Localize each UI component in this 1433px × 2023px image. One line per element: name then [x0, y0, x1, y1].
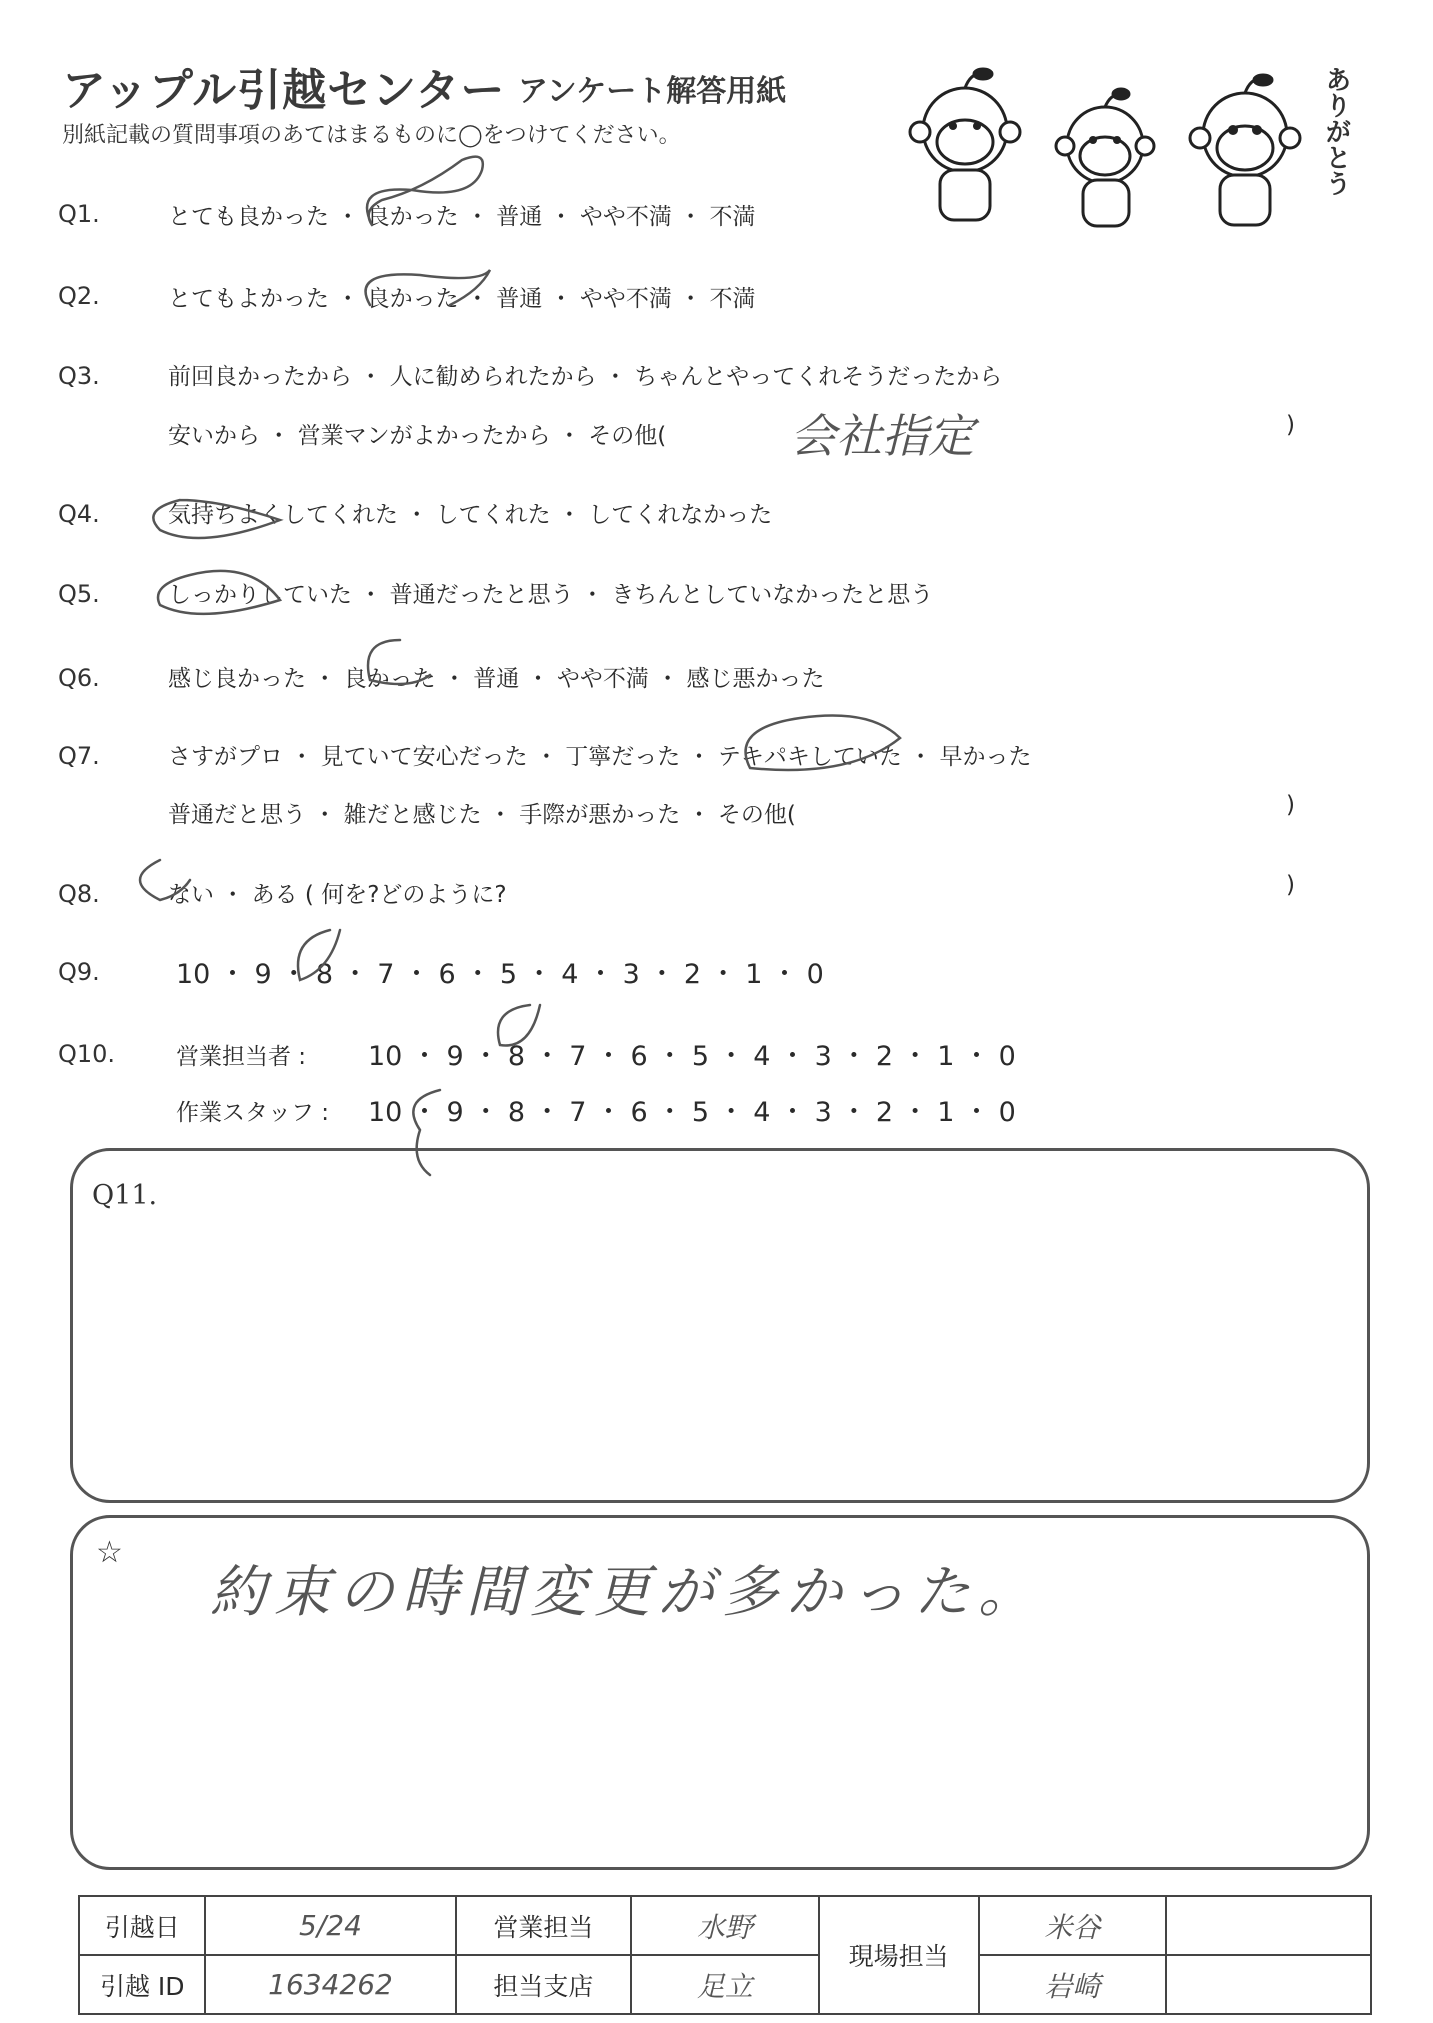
q2-label: Q2. [58, 282, 100, 310]
q11-answer-box[interactable] [70, 1148, 1370, 1503]
q9-circle-mark [298, 930, 340, 980]
q2-circle-mark [366, 270, 490, 305]
move-date-value[interactable]: 5/24 [205, 1896, 455, 1955]
move-info-table [78, 1895, 1372, 2015]
q4-label: Q4. [58, 500, 100, 528]
q10-sales-circle-mark [498, 1005, 540, 1046]
star-icon: ☆ [96, 1535, 123, 1570]
branch-value[interactable]: 足立 [631, 1955, 819, 2014]
form-subtitle: アンケート解答用紙 [518, 74, 787, 109]
sales-rep-label: 営業担当 [456, 1896, 632, 1955]
site-staff-value-2[interactable]: 岩崎 [979, 1955, 1167, 2014]
q7-options-line1[interactable]: さすがプロ ・ 見ていて安心だった ・ 丁寧だった ・ テキパキしていた ・ 早かった [168, 744, 1032, 770]
q5-options[interactable]: しっかりしていた ・ 普通だったと思う ・ きちんとしていなかったと思う [168, 582, 934, 608]
q2-options[interactable]: とてもよかった ・ 良かった ・ 普通 ・ やや不満 ・ 不満 [168, 286, 756, 312]
q3-options-line2[interactable]: 安いから ・ 営業マンがよかったから ・ その他( [168, 423, 667, 449]
q3-close-paren: ) [1286, 412, 1295, 438]
move-id-label: 引越 ID [79, 1955, 205, 2014]
move-date-label: 引越日 [79, 1896, 205, 1955]
instruction-text: 別紙記載の質問事項のあてはまるものに◯をつけてください。 [62, 123, 681, 148]
company-title: アップル引越センター [62, 65, 506, 116]
q6-options[interactable]: 感じ良かった ・ 良かった ・ 普通 ・ やや不満 ・ 感じ悪かった [168, 666, 825, 692]
site-staff-extra-1[interactable] [1166, 1896, 1371, 1955]
q10-staff-scale[interactable]: 10 ・ 9 ・ 8 ・ 7 ・ 6 ・ 5 ・ 4 ・ 3 ・ 2 ・ 1 ・ 0 [368, 1097, 1016, 1128]
sales-rep-value[interactable]: 水野 [631, 1896, 819, 1955]
q7-close-paren: ) [1286, 792, 1295, 818]
q9-scale[interactable]: 10 ・ 9 ・ 8 ・ 7 ・ 6 ・ 5 ・ 4 ・ 3 ・ 2 ・ 1 ・ 0 [176, 959, 824, 990]
q10-sales-label: 営業担当者 : [176, 1044, 307, 1070]
q6-label: Q6. [58, 664, 100, 692]
q5-circle-mark [158, 571, 280, 614]
q4-circle-mark [153, 500, 280, 538]
q6-circle-mark [368, 640, 430, 684]
q10-staff-label: 作業スタッフ : [176, 1100, 330, 1126]
q10-label: Q10. [58, 1040, 116, 1068]
q9-label: Q9. [58, 958, 100, 986]
thanks-caption: ありがとう [1321, 66, 1351, 196]
branch-label: 担当支店 [456, 1955, 632, 2014]
q8-label: Q8. [58, 880, 100, 908]
comment-handwritten: 約束の時間変更が多かった。 [210, 1560, 1042, 1625]
move-id-value[interactable]: 1634262 [205, 1955, 455, 2014]
q11-label: Q11. [92, 1180, 158, 1211]
q3-handwritten-other: 会社指定 [790, 409, 974, 463]
q1-label: Q1. [58, 200, 100, 228]
site-staff-value-1[interactable]: 米谷 [979, 1896, 1167, 1955]
q8-close-paren: ) [1286, 872, 1295, 898]
q1-options[interactable]: とても良かった ・ 良かった ・ 普通 ・ やや不満 ・ 不満 [168, 204, 756, 230]
q7-options-line2[interactable]: 普通だと思う ・ 雑だと感じた ・ 手際が悪かった ・ その他( [168, 802, 796, 828]
q8-options[interactable]: ない ・ ある ( 何を?どのように? [168, 882, 507, 908]
site-staff-label: 現場担当 [819, 1896, 979, 2014]
q3-options-line1[interactable]: 前回良かったから ・ 人に勧められたから ・ ちゃんとやってくれそうだったから [168, 364, 1003, 390]
q3-label: Q3. [58, 362, 100, 390]
q1-circle-mark [367, 157, 483, 225]
q7-label: Q7. [58, 742, 100, 770]
q7-circle-mark [746, 716, 900, 771]
q8-circle-mark [140, 860, 190, 900]
q5-label: Q5. [58, 580, 100, 608]
site-staff-extra-2[interactable] [1166, 1955, 1371, 2014]
q10-sales-scale[interactable]: 10 ・ 9 ・ 8 ・ 7 ・ 6 ・ 5 ・ 4 ・ 3 ・ 2 ・ 1 ・ 0 [368, 1041, 1016, 1072]
q4-options[interactable]: 気持ちよくしてくれた ・ してくれた ・ してくれなかった [168, 502, 773, 528]
